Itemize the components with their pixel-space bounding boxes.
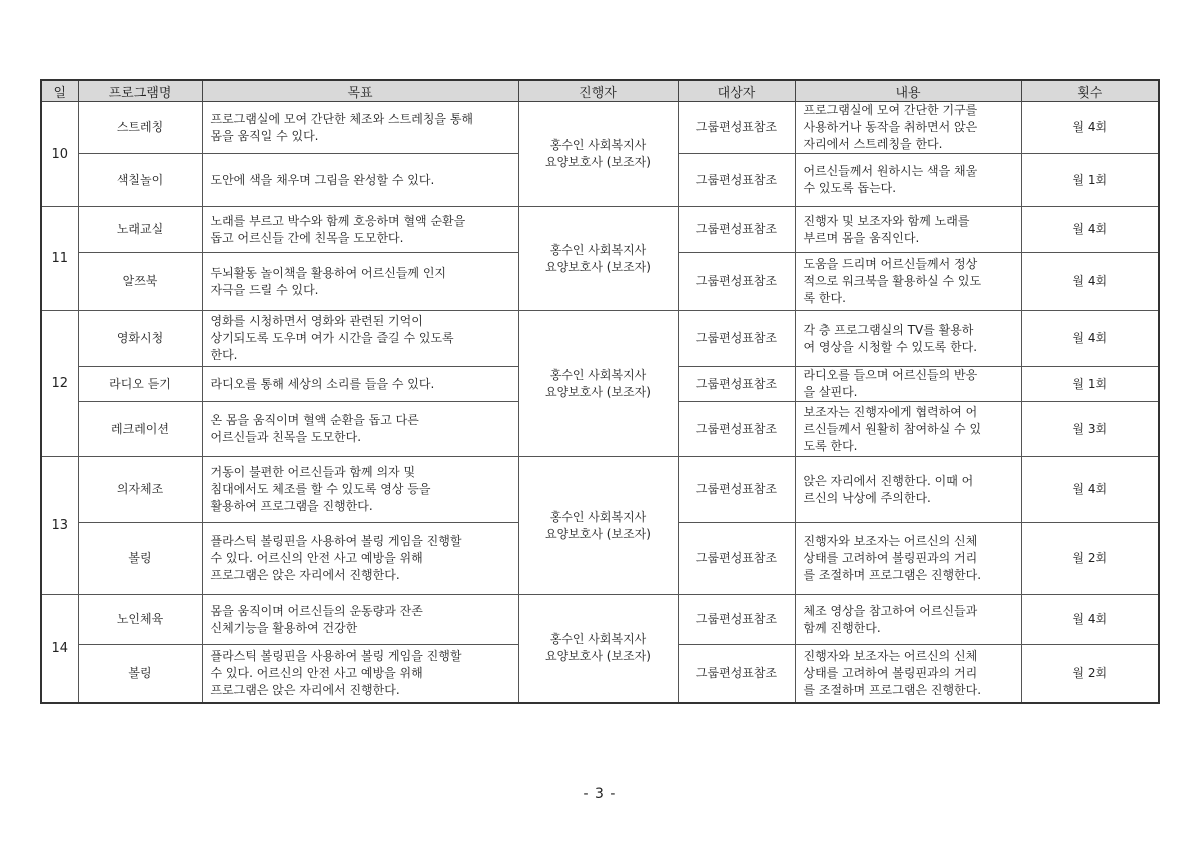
program-name-cell: 노래교실 [78,207,202,253]
table-row [41,311,1159,367]
program-name-cell: 볼링 [78,645,202,703]
header-count: 횟수 [1021,80,1159,102]
program-name-cell: 색칠놀이 [78,154,202,207]
program-name-cell: 영화시청 [78,311,202,367]
header-target: 대상자 [678,80,795,102]
content-cell: 각 층 프로그램실의 TV를 활용하 여 영상을 시청할 수 있도록 한다. [795,311,1021,367]
count-cell: 월 1회 [1021,154,1159,207]
target-cell: 그룹편성표참조 [678,402,795,457]
target-cell: 그룹편성표참조 [678,523,795,595]
header-day: 일 [41,80,78,102]
target-cell: 그룹편성표참조 [678,645,795,703]
leader-cell: 홍수인 사회복지사 요양보호사 (보조자) [518,102,678,207]
target-cell: 그룹편성표참조 [678,311,795,367]
goal-cell: 프로그램실에 모여 간단한 체조와 스트레칭을 통해 몸을 움직일 수 있다. [202,102,518,154]
day-cell: 12 [41,311,78,457]
table-row [41,102,1159,154]
count-cell: 월 4회 [1021,207,1159,253]
header-goal: 목표 [202,80,518,102]
goal-cell: 플라스틱 볼링핀을 사용하여 볼링 게임을 진행할 수 있다. 어르신의 안전 사고 예방을 위해 프로그램은 앉은 자리에서 진행한다. [202,645,518,703]
target-cell: 그룹편성표참조 [678,367,795,402]
program-name-cell: 의자체조 [78,457,202,523]
table-row [41,207,1159,253]
goal-cell: 도안에 색을 채우며 그림을 완성할 수 있다. [202,154,518,207]
target-cell: 그룹편성표참조 [678,102,795,154]
count-cell: 월 1회 [1021,367,1159,402]
count-cell: 월 4회 [1021,311,1159,367]
header-row [41,80,1159,102]
leader-cell: 홍수인 사회복지사 요양보호사 (보조자) [518,595,678,703]
program-name-cell: 스트레칭 [78,102,202,154]
day-cell: 11 [41,207,78,311]
count-cell: 월 2회 [1021,645,1159,703]
goal-cell: 두뇌활동 놀이책을 활용하여 어르신들께 인지 자극을 드릴 수 있다. [202,253,518,311]
content-cell: 도움을 드리며 어르신들께서 정상 적으로 워크북을 활용하실 수 있도 록 한다. [795,253,1021,311]
header-program: 프로그램명 [78,80,202,102]
content-cell: 보조자는 진행자에게 협력하여 어 르신들께서 원활히 참여하실 수 있 도록 한다. [795,402,1021,457]
table-row [41,457,1159,523]
count-cell: 월 4회 [1021,102,1159,154]
leader-cell: 홍수인 사회복지사 요양보호사 (보조자) [518,311,678,457]
goal-cell: 플라스틱 볼링핀을 사용하여 볼링 게임을 진행할 수 있다. 어르신의 안전 사고 예방을 위해 프로그램은 앉은 자리에서 진행한다. [202,523,518,595]
table-row [41,595,1159,645]
goal-cell: 거동이 불편한 어르신들과 함께 의자 및 침대에서도 체조를 할 수 있도록 영상 등을 활용하여 프로그램을 진행한다. [202,457,518,523]
content-cell: 라디오를 들으며 어르신들의 반응 을 살핀다. [795,367,1021,402]
content-cell: 프로그램실에 모여 간단한 기구를 사용하거나 동작을 취하면서 앉은 자리에서 스트레칭을 한다. [795,102,1021,154]
count-cell: 월 4회 [1021,595,1159,645]
page-number: - 3 - [583,786,617,802]
goal-cell: 노래를 부르고 박수와 함께 호응하며 혈액 순환을 돕고 어르신들 간에 친목을 도모한다. [202,207,518,253]
program-schedule-table [40,79,1160,704]
program-name-cell: 노인체육 [78,595,202,645]
program-name-cell: 알쯔북 [78,253,202,311]
program-name-cell: 볼링 [78,523,202,595]
header-leader: 진행자 [518,80,678,102]
day-cell: 10 [41,102,78,207]
content-cell: 앉은 자리에서 진행한다. 이때 어 르신의 낙상에 주의한다. [795,457,1021,523]
count-cell: 월 4회 [1021,457,1159,523]
count-cell: 월 4회 [1021,253,1159,311]
program-name-cell: 라디오 듣기 [78,367,202,402]
header-content: 내용 [795,80,1021,102]
leader-cell: 홍수인 사회복지사 요양보호사 (보조자) [518,457,678,595]
content-cell: 진행자와 보조자는 어르신의 신체 상태를 고려하여 볼링핀과의 거리 를 조절하며 프로그램은 진행한다. [795,645,1021,703]
content-cell: 어르신들께서 원하시는 색을 채울 수 있도록 돕는다. [795,154,1021,207]
target-cell: 그룹편성표참조 [678,595,795,645]
day-cell: 13 [41,457,78,595]
target-cell: 그룹편성표참조 [678,154,795,207]
goal-cell: 온 몸을 움직이며 혈액 순환을 돕고 다른 어르신들과 친목을 도모한다. [202,402,518,457]
day-cell: 14 [41,595,78,703]
target-cell: 그룹편성표참조 [678,207,795,253]
table-body [41,102,1159,703]
content-cell: 진행자 및 보조자와 함께 노래를 부르며 몸을 움직인다. [795,207,1021,253]
program-name-cell: 레크레이션 [78,402,202,457]
content-cell: 체조 영상을 참고하여 어르신들과 함께 진행한다. [795,595,1021,645]
target-cell: 그룹편성표참조 [678,253,795,311]
count-cell: 월 2회 [1021,523,1159,595]
count-cell: 월 3회 [1021,402,1159,457]
goal-cell: 몸을 움직이며 어르신들의 운동량과 잔존 신체기능을 활용하여 건강한 [202,595,518,645]
goal-cell: 영화를 시청하면서 영화와 관련된 기억이 상기되도록 도우며 여가 시간을 즐길 수 있도록 한다. [202,311,518,367]
content-cell: 진행자와 보조자는 어르신의 신체 상태를 고려하여 볼링핀과의 거리 를 조절하며 프로그램은 진행한다. [795,523,1021,595]
target-cell: 그룹편성표참조 [678,457,795,523]
leader-cell: 홍수인 사회복지사 요양보호사 (보조자) [518,207,678,311]
goal-cell: 라디오를 통해 세상의 소리를 들을 수 있다. [202,367,518,402]
